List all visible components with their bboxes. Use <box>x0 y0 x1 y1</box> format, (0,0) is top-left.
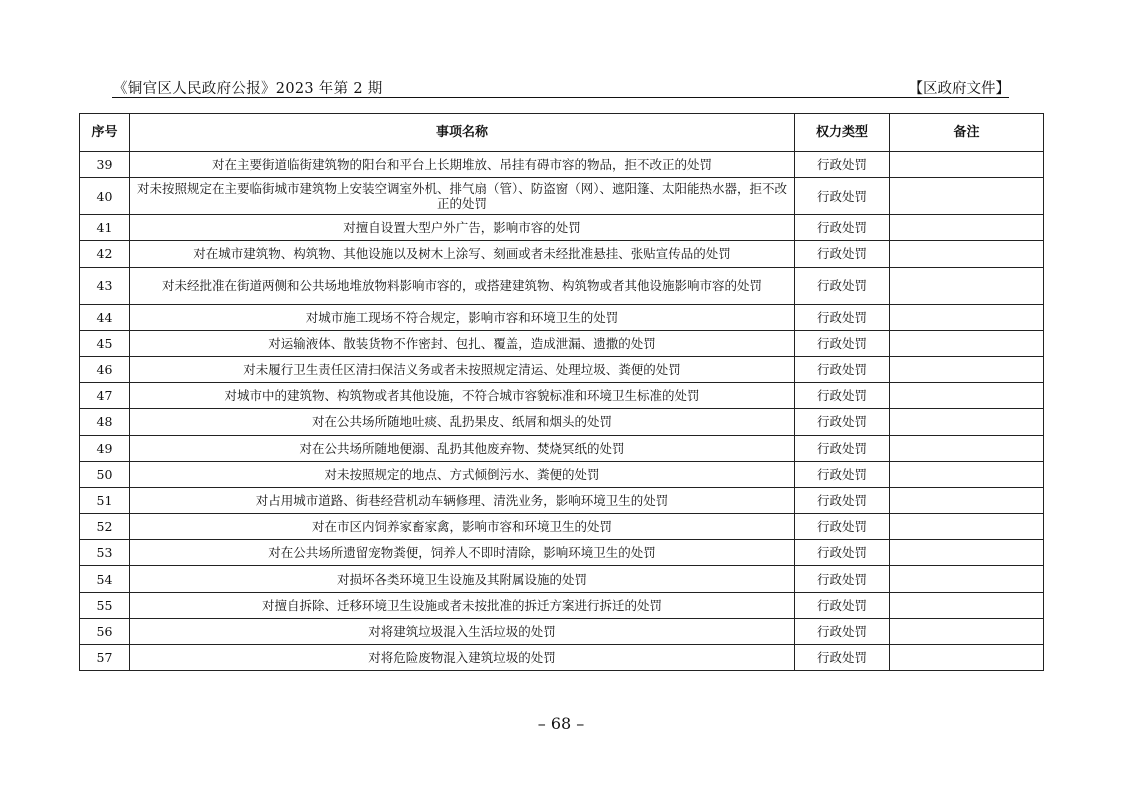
cell-number: 51 <box>80 487 130 513</box>
cell-item-name: 对在城市建筑物、构筑物、其他设施以及树木上涂写、刻画或者未经批准悬挂、张贴宣传品的处罚 <box>130 241 795 267</box>
cell-remarks <box>890 618 1044 644</box>
cell-number: 56 <box>80 618 130 644</box>
cell-number: 47 <box>80 383 130 409</box>
cell-power-type: 行政处罚 <box>795 435 890 461</box>
table-row <box>80 487 1044 513</box>
table-row <box>80 618 1044 644</box>
table-row <box>80 645 1044 671</box>
cell-number: 39 <box>80 152 130 178</box>
cell-number: 50 <box>80 461 130 487</box>
cell-power-type: 行政处罚 <box>795 330 890 356</box>
cell-remarks <box>890 487 1044 513</box>
cell-number: 41 <box>80 215 130 241</box>
cell-item-name: 对擅自拆除、迁移环境卫生设施或者未按批准的拆迁方案进行拆迁的处罚 <box>130 592 795 618</box>
cell-number: 48 <box>80 409 130 435</box>
cell-remarks <box>890 215 1044 241</box>
cell-remarks <box>890 566 1044 592</box>
col-header-number: 序号 <box>80 114 130 152</box>
table-row <box>80 383 1044 409</box>
cell-number: 44 <box>80 304 130 330</box>
table-row <box>80 514 1044 540</box>
cell-item-name: 对在公共场所随地吐痰、乱扔果皮、纸屑和烟头的处罚 <box>130 409 795 435</box>
cell-power-type: 行政处罚 <box>795 645 890 671</box>
cell-remarks <box>890 592 1044 618</box>
penalty-table <box>79 113 1044 671</box>
table-row <box>80 178 1044 215</box>
cell-remarks <box>890 356 1044 382</box>
cell-item-name: 对在市区内饲养家畜家禽，影响市容和环境卫生的处罚 <box>130 514 795 540</box>
cell-power-type: 行政处罚 <box>795 618 890 644</box>
cell-item-name: 对占用城市道路、街巷经营机动车辆修理、清洗业务，影响环境卫生的处罚 <box>130 487 795 513</box>
cell-remarks <box>890 383 1044 409</box>
table-row <box>80 215 1044 241</box>
cell-power-type: 行政处罚 <box>795 566 890 592</box>
cell-item-name: 对将危险废物混入建筑垃圾的处罚 <box>130 645 795 671</box>
cell-number: 55 <box>80 592 130 618</box>
cell-remarks <box>890 514 1044 540</box>
cell-remarks <box>890 152 1044 178</box>
cell-remarks <box>890 645 1044 671</box>
cell-item-name: 对城市中的建筑物、构筑物或者其他设施，不符合城市容貌标准和环境卫生标准的处罚 <box>130 383 795 409</box>
table-row <box>80 267 1044 304</box>
cell-remarks <box>890 178 1044 215</box>
bulletin-title: 《铜官区人民政府公报》2023 年第 2 期 <box>113 81 383 97</box>
cell-number: 40 <box>80 178 130 215</box>
table-header-row <box>80 114 1044 152</box>
cell-power-type: 行政处罚 <box>795 409 890 435</box>
cell-number: 45 <box>80 330 130 356</box>
cell-item-name: 对未履行卫生责任区清扫保洁义务或者未按照规定清运、处理垃圾、粪便的处罚 <box>130 356 795 382</box>
cell-power-type: 行政处罚 <box>795 514 890 540</box>
section-label: 【区政府文件】 <box>908 81 1010 97</box>
table-row <box>80 356 1044 382</box>
cell-power-type: 行政处罚 <box>795 304 890 330</box>
cell-remarks <box>890 304 1044 330</box>
table-row <box>80 409 1044 435</box>
col-header-item-name: 事项名称 <box>130 114 795 152</box>
table-row <box>80 461 1044 487</box>
cell-number: 57 <box>80 645 130 671</box>
table-row <box>80 592 1044 618</box>
cell-item-name: 对在公共场所遗留宠物粪便，饲养人不即时清除，影响环境卫生的处罚 <box>130 540 795 566</box>
cell-number: 46 <box>80 356 130 382</box>
cell-power-type: 行政处罚 <box>795 592 890 618</box>
table-row <box>80 435 1044 461</box>
cell-item-name: 对未按照规定在主要临街城市建筑物上安装空调室外机、排气扇（管）、防盗窗（网）、遮阳篷、太阳能热水器，拒不改正的处罚 <box>130 178 795 215</box>
col-header-remarks: 备注 <box>890 114 1044 152</box>
cell-power-type: 行政处罚 <box>795 356 890 382</box>
cell-power-type: 行政处罚 <box>795 267 890 304</box>
cell-item-name: 对将建筑垃圾混入生活垃圾的处罚 <box>130 618 795 644</box>
cell-number: 42 <box>80 241 130 267</box>
table-row <box>80 566 1044 592</box>
cell-power-type: 行政处罚 <box>795 383 890 409</box>
cell-remarks <box>890 330 1044 356</box>
cell-power-type: 行政处罚 <box>795 178 890 215</box>
cell-number: 43 <box>80 267 130 304</box>
cell-power-type: 行政处罚 <box>795 487 890 513</box>
cell-remarks <box>890 409 1044 435</box>
cell-power-type: 行政处罚 <box>795 241 890 267</box>
page-number: – 68 – <box>537 714 585 733</box>
cell-power-type: 行政处罚 <box>795 540 890 566</box>
cell-item-name: 对在主要街道临街建筑物的阳台和平台上长期堆放、吊挂有碍市容的物品，拒不改正的处罚 <box>130 152 795 178</box>
cell-item-name: 对运输液体、散装货物不作密封、包扎、覆盖，造成泄漏、遗撒的处罚 <box>130 330 795 356</box>
cell-remarks <box>890 435 1044 461</box>
cell-remarks <box>890 461 1044 487</box>
cell-power-type: 行政处罚 <box>795 461 890 487</box>
col-header-power-type: 权力类型 <box>795 114 890 152</box>
cell-item-name: 对未按照规定的地点、方式倾倒污水、粪便的处罚 <box>130 461 795 487</box>
cell-number: 49 <box>80 435 130 461</box>
cell-number: 54 <box>80 566 130 592</box>
cell-power-type: 行政处罚 <box>795 215 890 241</box>
cell-item-name: 对未经批准在街道两侧和公共场地堆放物料影响市容的，或搭建建筑物、构筑物或者其他设施影响市容的处罚 <box>130 267 795 304</box>
cell-item-name: 对在公共场所随地便溺、乱扔其他废弃物、焚烧冥纸的处罚 <box>130 435 795 461</box>
table-row <box>80 330 1044 356</box>
cell-power-type: 行政处罚 <box>795 152 890 178</box>
cell-item-name: 对损坏各类环境卫生设施及其附属设施的处罚 <box>130 566 795 592</box>
cell-number: 53 <box>80 540 130 566</box>
cell-remarks <box>890 267 1044 304</box>
cell-number: 52 <box>80 514 130 540</box>
cell-remarks <box>890 540 1044 566</box>
cell-item-name: 对城市施工现场不符合规定，影响市容和环境卫生的处罚 <box>130 304 795 330</box>
cell-remarks <box>890 241 1044 267</box>
table-row <box>80 241 1044 267</box>
header-rule <box>112 97 1009 98</box>
table-row <box>80 304 1044 330</box>
cell-item-name: 对擅自设置大型户外广告，影响市容的处罚 <box>130 215 795 241</box>
table-row <box>80 540 1044 566</box>
table-row <box>80 152 1044 178</box>
